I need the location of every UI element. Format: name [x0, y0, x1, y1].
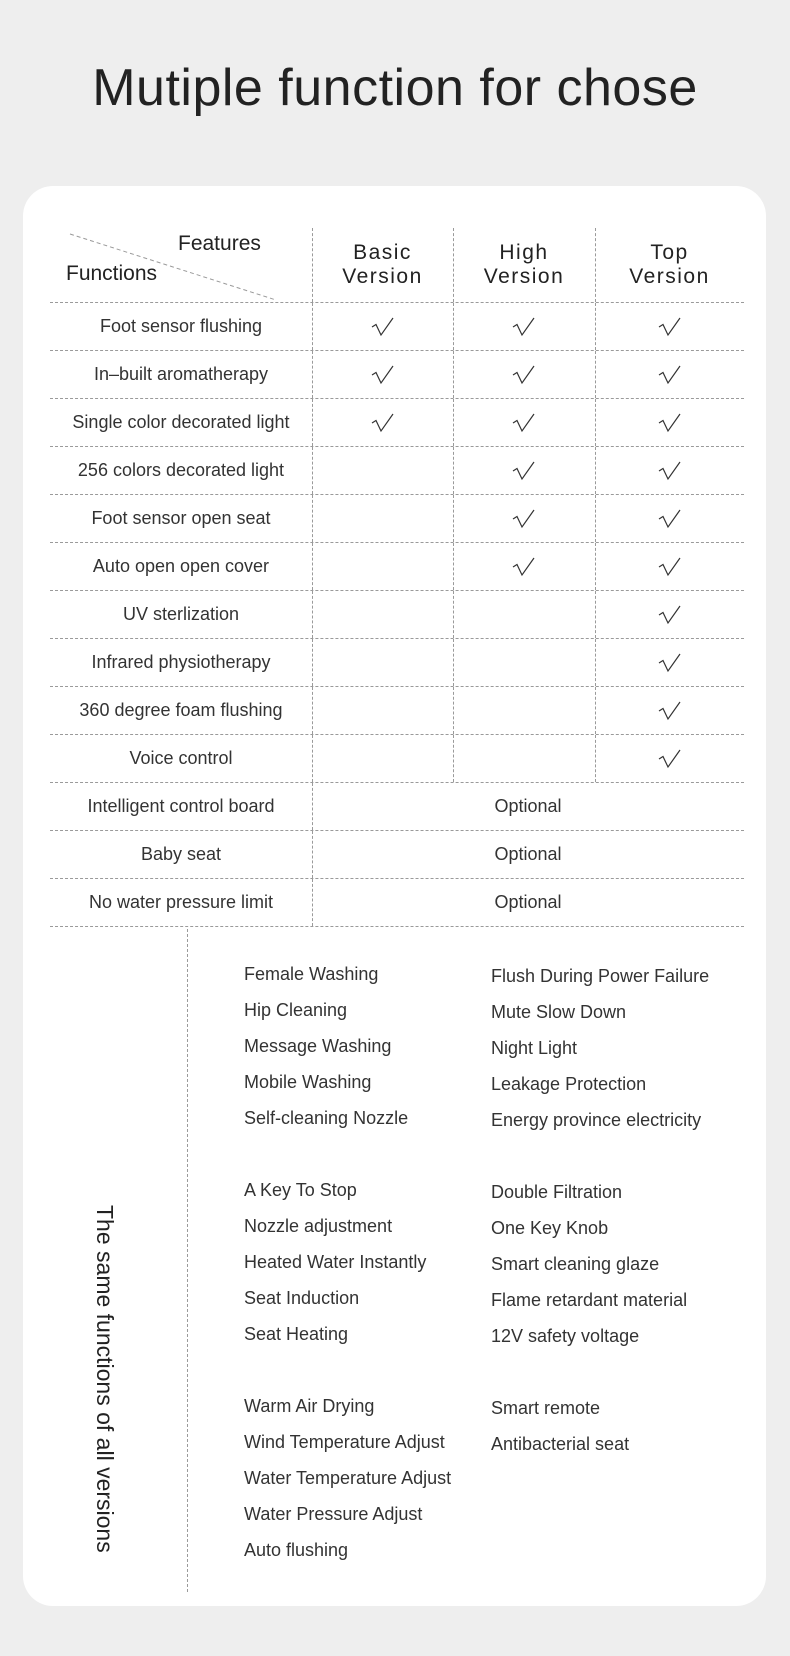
page-title: Mutiple function for chose [92, 59, 698, 117]
function-name: Foot sensor open seat [50, 495, 313, 542]
shared-function-item: Antibacterial seat [491, 1434, 630, 1454]
table-row-optional [50, 831, 744, 879]
cell-high [453, 447, 596, 494]
function-name: Voice control [50, 735, 313, 782]
check-icon [658, 556, 682, 578]
table-row [50, 447, 744, 495]
cell-high [453, 399, 596, 446]
shared-list-left [244, 963, 451, 1575]
shared-function-item: Wind Temperature Adjust [244, 1432, 445, 1452]
check-mark [658, 508, 682, 530]
table-row [50, 495, 744, 543]
header-col-line2: Version [342, 265, 423, 288]
check-mark [371, 412, 395, 434]
table-row [50, 399, 744, 447]
cell-top [595, 735, 744, 782]
function-name: No water pressure limit [50, 879, 313, 926]
check-icon [658, 460, 682, 482]
cell-basic [312, 399, 454, 446]
table-row-optional [50, 783, 744, 831]
table-header [50, 228, 744, 303]
function-name: Foot sensor flushing [50, 303, 313, 350]
function-name: Intelligent control board [50, 783, 313, 830]
header-functions-label: Functions [66, 262, 158, 285]
cell-basic [312, 687, 454, 734]
check-mark [658, 700, 682, 722]
function-name: In–built aromatherapy [50, 351, 313, 398]
shared-function-item: Smart cleaning glaze [491, 1254, 660, 1274]
cell-high [453, 543, 596, 590]
shared-function-item: Double Filtration [491, 1182, 623, 1202]
function-name: Infrared physiotherapy [50, 639, 313, 686]
check-icon [512, 412, 536, 434]
check-icon [658, 316, 682, 338]
shared-function-item: Seat Induction [244, 1288, 360, 1308]
check-icon [658, 604, 682, 626]
function-name: UV sterlization [50, 591, 313, 638]
cell-high [453, 735, 596, 782]
check-icon [658, 412, 682, 434]
cell-top [595, 447, 744, 494]
cell-basic [312, 495, 454, 542]
cell-top [595, 543, 744, 590]
cell-top [595, 399, 744, 446]
shared-function-item: Mobile Washing [244, 1072, 372, 1092]
check-mark [658, 748, 682, 770]
shared-function-item: 12V safety voltage [491, 1326, 640, 1346]
check-mark [512, 316, 536, 338]
table-row [50, 543, 744, 591]
cell-top [595, 639, 744, 686]
table-row [50, 303, 744, 351]
check-mark [658, 412, 682, 434]
check-mark [512, 556, 536, 578]
shared-function-item: Night Light [491, 1038, 578, 1058]
cell-top [595, 303, 744, 350]
header-diagonal-cell [50, 228, 313, 302]
header-col-line1: High [499, 241, 549, 264]
check-icon [512, 316, 536, 338]
shared-function-item: Message Washing [244, 1036, 392, 1056]
shared-function-item: Heated Water Instantly [244, 1252, 427, 1272]
header-col-line1: Top [650, 241, 689, 264]
check-mark [658, 604, 682, 626]
cell-basic [312, 543, 454, 590]
shared-function-item: Nozzle adjustment [244, 1216, 393, 1236]
optional-value: Optional [494, 892, 562, 912]
comparison-table [50, 228, 744, 927]
cell-high [453, 303, 596, 350]
shared-function-item: Seat Heating [244, 1324, 349, 1344]
header-col-line2: Version [483, 265, 565, 288]
shared-function-item: Mute Slow Down [491, 1002, 627, 1022]
check-icon [658, 652, 682, 674]
header-features-label: Features [178, 232, 261, 255]
header-basic-version [312, 228, 454, 302]
check-mark [512, 412, 536, 434]
shared-function-item: Warm Air Drying [244, 1396, 375, 1416]
check-icon [658, 508, 682, 530]
function-name: Auto open open cover [50, 543, 313, 590]
shared-function-item: Self-cleaning Nozzle [244, 1108, 409, 1128]
check-icon [512, 556, 536, 578]
cell-basic [312, 351, 454, 398]
cell-high [453, 687, 596, 734]
check-mark [658, 316, 682, 338]
cell-basic [312, 639, 454, 686]
check-mark [512, 364, 536, 386]
cell-top [595, 591, 744, 638]
table-row [50, 351, 744, 399]
cell-high [453, 495, 596, 542]
cell-high [453, 591, 596, 638]
shared-function-item: Flush During Power Failure [491, 966, 710, 986]
shared-function-item: Flame retardant material [491, 1290, 688, 1310]
shared-function-item: One Key Knob [491, 1218, 609, 1238]
check-icon [512, 460, 536, 482]
shared-function-item: Smart remote [491, 1398, 601, 1418]
cell-top [595, 495, 744, 542]
header-top-version [595, 228, 744, 302]
shared-function-item: A Key To Stop [244, 1180, 357, 1200]
shared-function-item: Water Pressure Adjust [244, 1504, 423, 1524]
check-mark [512, 508, 536, 530]
function-name: Baby seat [50, 831, 313, 878]
check-icon [371, 316, 395, 338]
check-icon [371, 364, 395, 386]
table-row [50, 687, 744, 735]
shared-functions-label: The same functions of all versions [92, 1205, 118, 1553]
cell-basic [312, 735, 454, 782]
function-name: 360 degree foam flushing [50, 687, 313, 734]
check-icon [658, 700, 682, 722]
check-icon [512, 508, 536, 530]
check-mark [658, 652, 682, 674]
shared-function-item: Auto flushing [244, 1540, 349, 1560]
check-mark [658, 460, 682, 482]
cell-high [453, 639, 596, 686]
optional-value: Optional [494, 844, 562, 864]
header-high-version [453, 228, 596, 302]
check-mark [371, 364, 395, 386]
cell-top [595, 351, 744, 398]
function-name: 256 colors decorated light [50, 447, 313, 494]
check-mark [658, 556, 682, 578]
table-body [50, 303, 744, 927]
cell-top [595, 687, 744, 734]
shared-divider [187, 929, 188, 1592]
cell-high [453, 351, 596, 398]
check-mark [371, 316, 395, 338]
table-row [50, 591, 744, 639]
check-icon [658, 748, 682, 770]
cell-basic [312, 303, 454, 350]
check-mark [512, 460, 536, 482]
check-icon [512, 364, 536, 386]
cell-basic [312, 591, 454, 638]
header-col-line1: Basic [353, 241, 412, 264]
shared-function-item: Energy province electricity [491, 1110, 702, 1130]
function-name: Single color decorated light [50, 399, 313, 446]
shared-functions-section [50, 929, 744, 1592]
shared-function-item: Leakage Protection [491, 1074, 647, 1094]
shared-function-item: Water Temperature Adjust [244, 1468, 452, 1488]
header-col-line2: Version [629, 265, 710, 288]
shared-function-item: Female Washing [244, 964, 379, 984]
cell-basic [312, 447, 454, 494]
check-mark [658, 364, 682, 386]
shared-function-item: Hip Cleaning [244, 1000, 348, 1020]
check-icon [658, 364, 682, 386]
check-icon [371, 412, 395, 434]
optional-value: Optional [494, 796, 562, 816]
shared-list-right [491, 965, 709, 1469]
table-row-optional [50, 879, 744, 927]
table-row [50, 735, 744, 783]
table-row [50, 639, 744, 687]
